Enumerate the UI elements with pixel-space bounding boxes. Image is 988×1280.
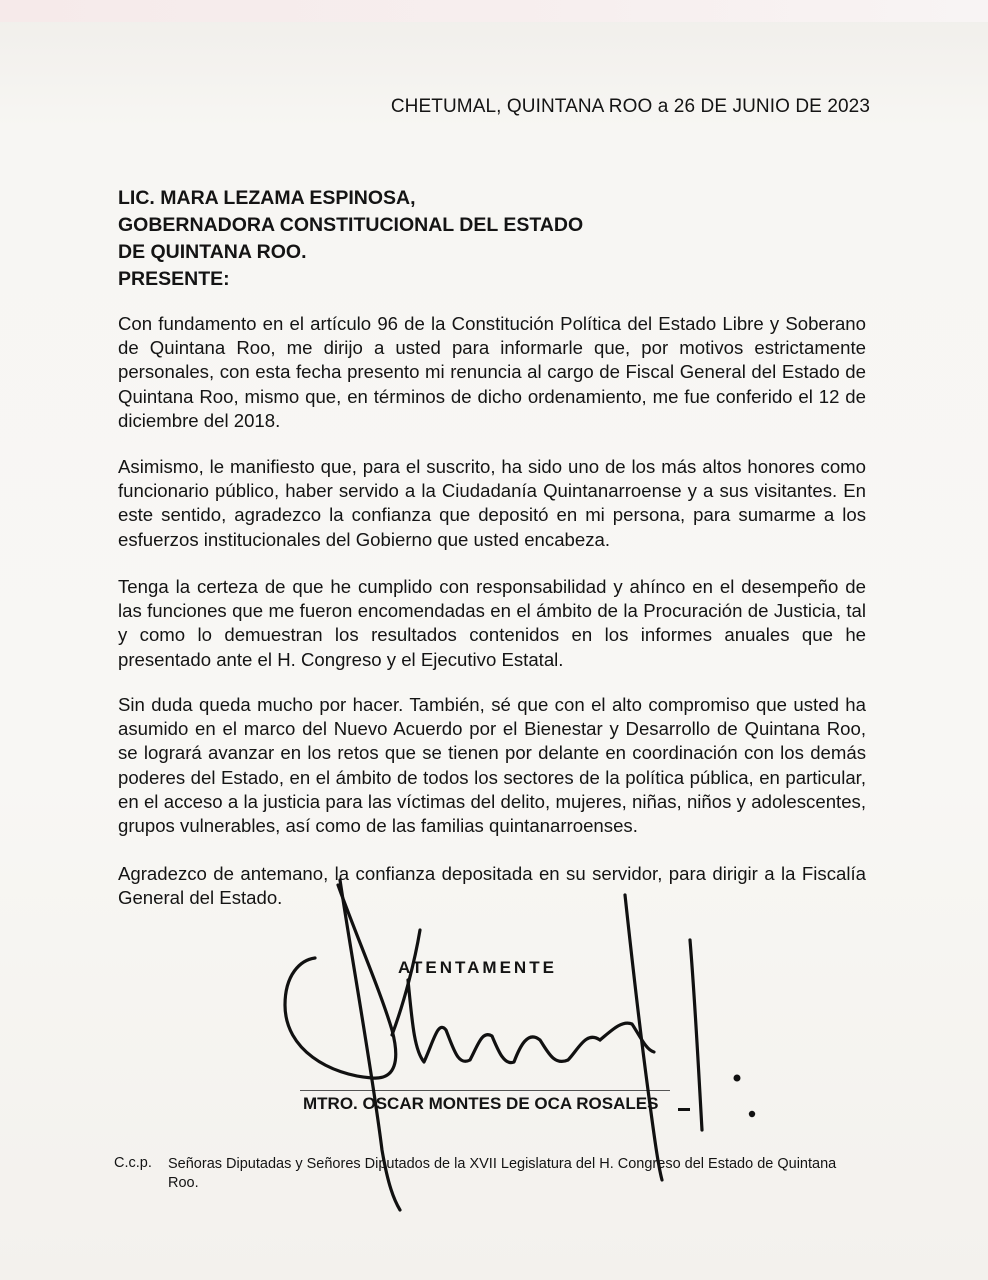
sender-name: MTRO. OSCAR MONTES DE OCA ROSALES — [303, 1094, 659, 1113]
closing-atentamente: ATENTAMENTE — [398, 958, 557, 977]
paragraph-4: Sin duda queda mucho por hacer. También, sé que con el alto compromiso que usted ha asumido en el marco del Nuevo Acuerdo por el Bienestar y Desarrollo de Quintana Roo, se logrará avanzar en los retos que se tienen por delante en coordinación con los demás poderes del Estado, en el ámbito de todos los sectores de la política pública, en particular, en el acceso a la justicia para las víctimas del delito, mujeres, niñas, niños y adolescentes, grupos vulnerables, así como de las familias quintanarroenses. — [118, 694, 866, 837]
addressee-presente: PRESENTE: — [118, 268, 230, 290]
ccp-label: C.c.p. — [114, 1155, 152, 1171]
addressee-state: DE QUINTANA ROO. — [118, 241, 307, 263]
paragraph-1: Con fundamento en el artículo 96 de la Constitución Política del Estado Libre y Soberano de Quintana Roo, me dirijo a usted para informarle que, por motivos estrictamente personales, con esta fecha presento mi renuncia al cargo de Fiscal General del Estado de Quintana Roo, mismo que, en términos de dicho ordenamiento, me fue conferido el 12 de diciembre del 2018. — [118, 313, 866, 431]
ccp-text: Señoras Diputadas y Señores Diputados de la XVII Legislatura del H. Congreso del Estado de Quintana Roo. — [168, 1156, 837, 1191]
addressee-title: GOBERNADORA CONSTITUCIONAL DEL ESTADO — [118, 214, 584, 236]
paragraph-3: Tenga la certeza de que he cumplido con responsabilidad y ahínco en el desempeño de las funciones que me fueron encomendadas en el ámbito de la Procuración de Justicia, tal y como lo demuestran los resultados contenidos en los informes anuales que he presentado ante el H. Congreso y el Ejecutivo Estatal. — [118, 576, 866, 670]
date-line: CHETUMAL, QUINTANA ROO a 26 DE JUNIO DE 2023 — [390, 96, 870, 117]
paragraph-2: Asimismo, le manifiesto que, para el suscrito, ha sido uno de los más altos honores como funcionario público, haber servido a la Ciudadanía Quintanarroense y a sus visitantes. En este sentido, agradezco la confianza que depositó en mi persona, para sumarme a los esfuerzos institucionales del Gobierno que usted encabeza. — [118, 456, 866, 550]
addressee-name: LIC. MARA LEZAMA ESPINOSA, — [118, 187, 416, 209]
paragraph-5: Agradezco de antemano, la confianza depositada en su servidor, para dirigir a la Fiscalía General del Estado. — [118, 863, 866, 909]
